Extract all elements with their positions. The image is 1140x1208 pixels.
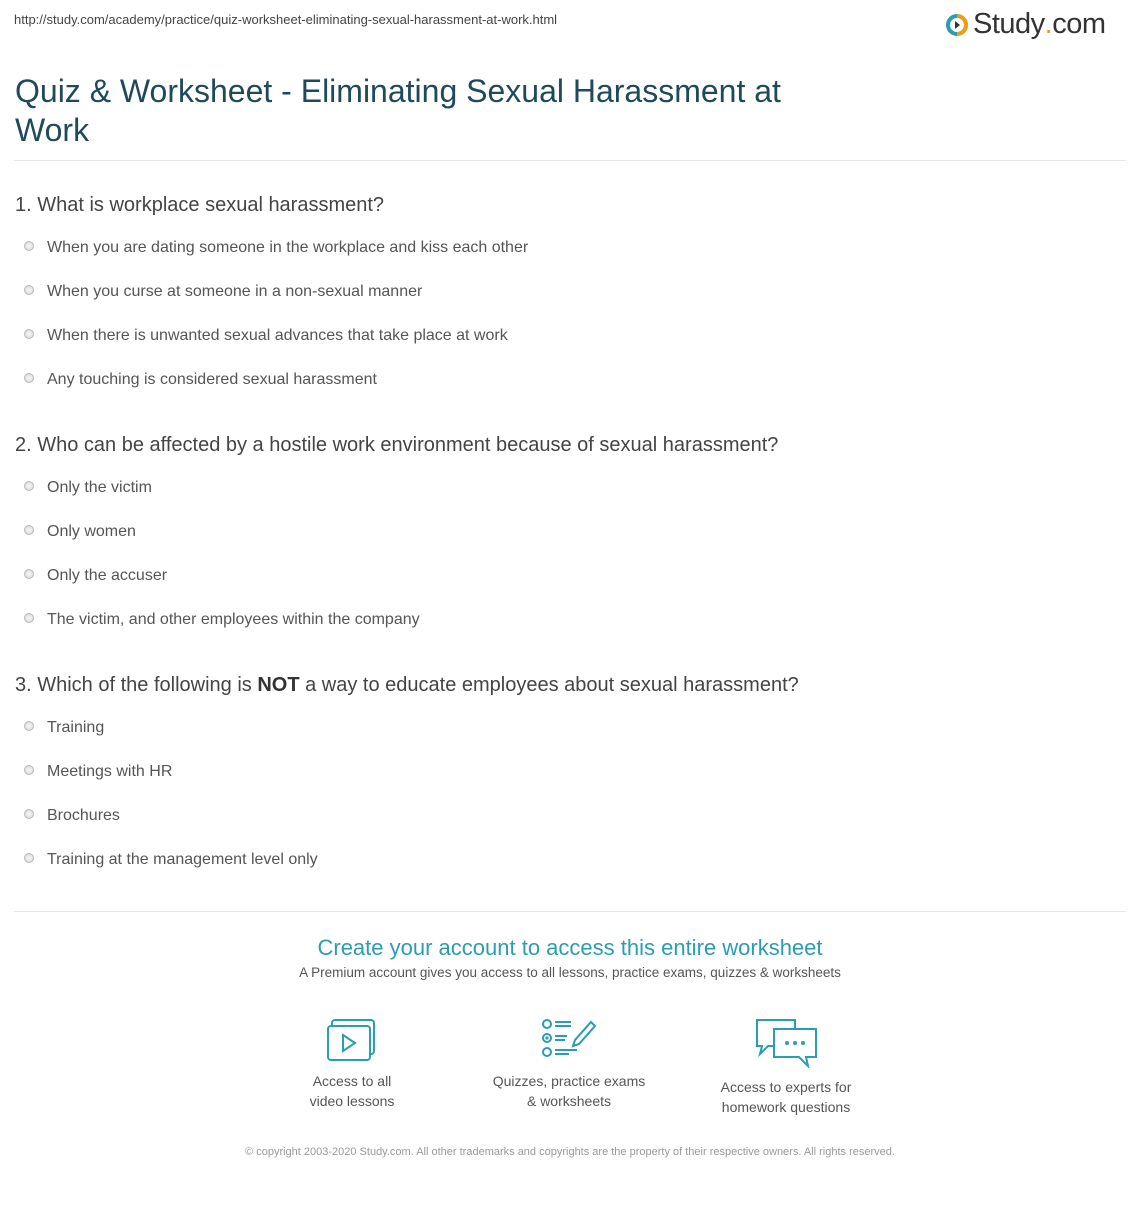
feature-video-lessons (252, 1018, 452, 1111)
video-lessons-icon (326, 1018, 378, 1062)
feature-quizzes (469, 1018, 669, 1111)
option-label: Brochures (47, 807, 120, 824)
radio-button[interactable] (24, 853, 34, 863)
answer-option[interactable] (24, 239, 528, 257)
feature-label: Access to experts for (720, 1079, 852, 1095)
logo-text: Study (973, 8, 1045, 40)
feature-experts (686, 1018, 886, 1117)
radio-button[interactable] (24, 569, 34, 579)
option-label: Only the accuser (47, 567, 168, 584)
create-account-link[interactable]: Create your account to access this entire worksheet (317, 935, 823, 960)
divider (14, 160, 1126, 161)
option-label: Training at the management level only (47, 851, 318, 868)
option-label: Training (47, 719, 105, 736)
question-text: 3. Which of the following is (15, 674, 258, 696)
answer-option[interactable] (24, 283, 422, 301)
question-text: 1. What is workplace sexual harassment? (15, 194, 385, 216)
answer-option[interactable] (24, 327, 508, 345)
radio-button[interactable] (24, 285, 34, 295)
logo-dot: . (1044, 8, 1053, 40)
play-logo-icon (945, 13, 969, 37)
option-label: Meetings with HR (47, 763, 173, 780)
chat-experts-icon (754, 1018, 818, 1068)
answer-option[interactable] (24, 523, 136, 541)
question-2 (15, 434, 778, 457)
radio-button[interactable] (24, 765, 34, 775)
question-text: a way to educate employees about sexual harassment? (299, 674, 799, 696)
option-label: When there is unwanted sexual advances that take place at work (47, 327, 508, 344)
option-label: When you are dating someone in the workplace and kiss each other (47, 239, 529, 256)
feature-label: & worksheets (526, 1093, 612, 1109)
answer-option[interactable] (24, 479, 152, 497)
copyright-footer: © copyright 2003-2020 Study.com. All other trademarks and copyrights are the property of their respective owners. All rights reserved. (245, 1146, 895, 1158)
question-3 (15, 674, 799, 697)
radio-button[interactable] (24, 525, 34, 535)
premium-description: A Premium account gives you access to all lessons, practice exams, quizzes & worksheets (299, 965, 841, 980)
feature-label: video lessons (309, 1093, 395, 1109)
answer-option[interactable] (24, 719, 104, 737)
feature-label: homework questions (721, 1099, 851, 1115)
answer-option[interactable] (24, 567, 167, 585)
radio-button[interactable] (24, 241, 34, 251)
question-text: 2. Who can be affected by a hostile work environment because of sexual harassment? (15, 434, 779, 456)
answer-option[interactable] (24, 371, 377, 389)
feature-label: Access to all (312, 1073, 392, 1089)
radio-button[interactable] (24, 809, 34, 819)
answer-option[interactable] (24, 763, 172, 781)
page-url: http://study.com/academy/practice/quiz-worksheet-eliminating-sexual-harassment-at-work.html (14, 12, 558, 27)
radio-button[interactable] (24, 481, 34, 491)
radio-button[interactable] (24, 373, 34, 383)
answer-option[interactable] (24, 611, 420, 629)
study-logo[interactable] (945, 8, 1106, 41)
radio-button[interactable] (24, 613, 34, 623)
option-label: Only women (47, 523, 136, 540)
question-1 (15, 194, 384, 217)
radio-button[interactable] (24, 721, 34, 731)
option-label: The victim, and other employees within the company (47, 611, 420, 628)
quiz-worksheet-icon (541, 1018, 597, 1062)
feature-label: Quizzes, practice exams (492, 1073, 646, 1089)
option-label: When you curse at someone in a non-sexual manner (47, 283, 423, 300)
question-emphasis: NOT (257, 674, 300, 696)
divider (14, 911, 1126, 912)
page-title: Quiz & Worksheet - Eliminating Sexual Harassment at Work (15, 73, 781, 148)
answer-option[interactable] (24, 851, 318, 869)
answer-option[interactable] (24, 807, 120, 825)
logo-suffix: com (1052, 8, 1106, 40)
option-label: Any touching is considered sexual harassment (47, 371, 377, 388)
option-label: Only the victim (47, 479, 152, 496)
radio-button[interactable] (24, 329, 34, 339)
